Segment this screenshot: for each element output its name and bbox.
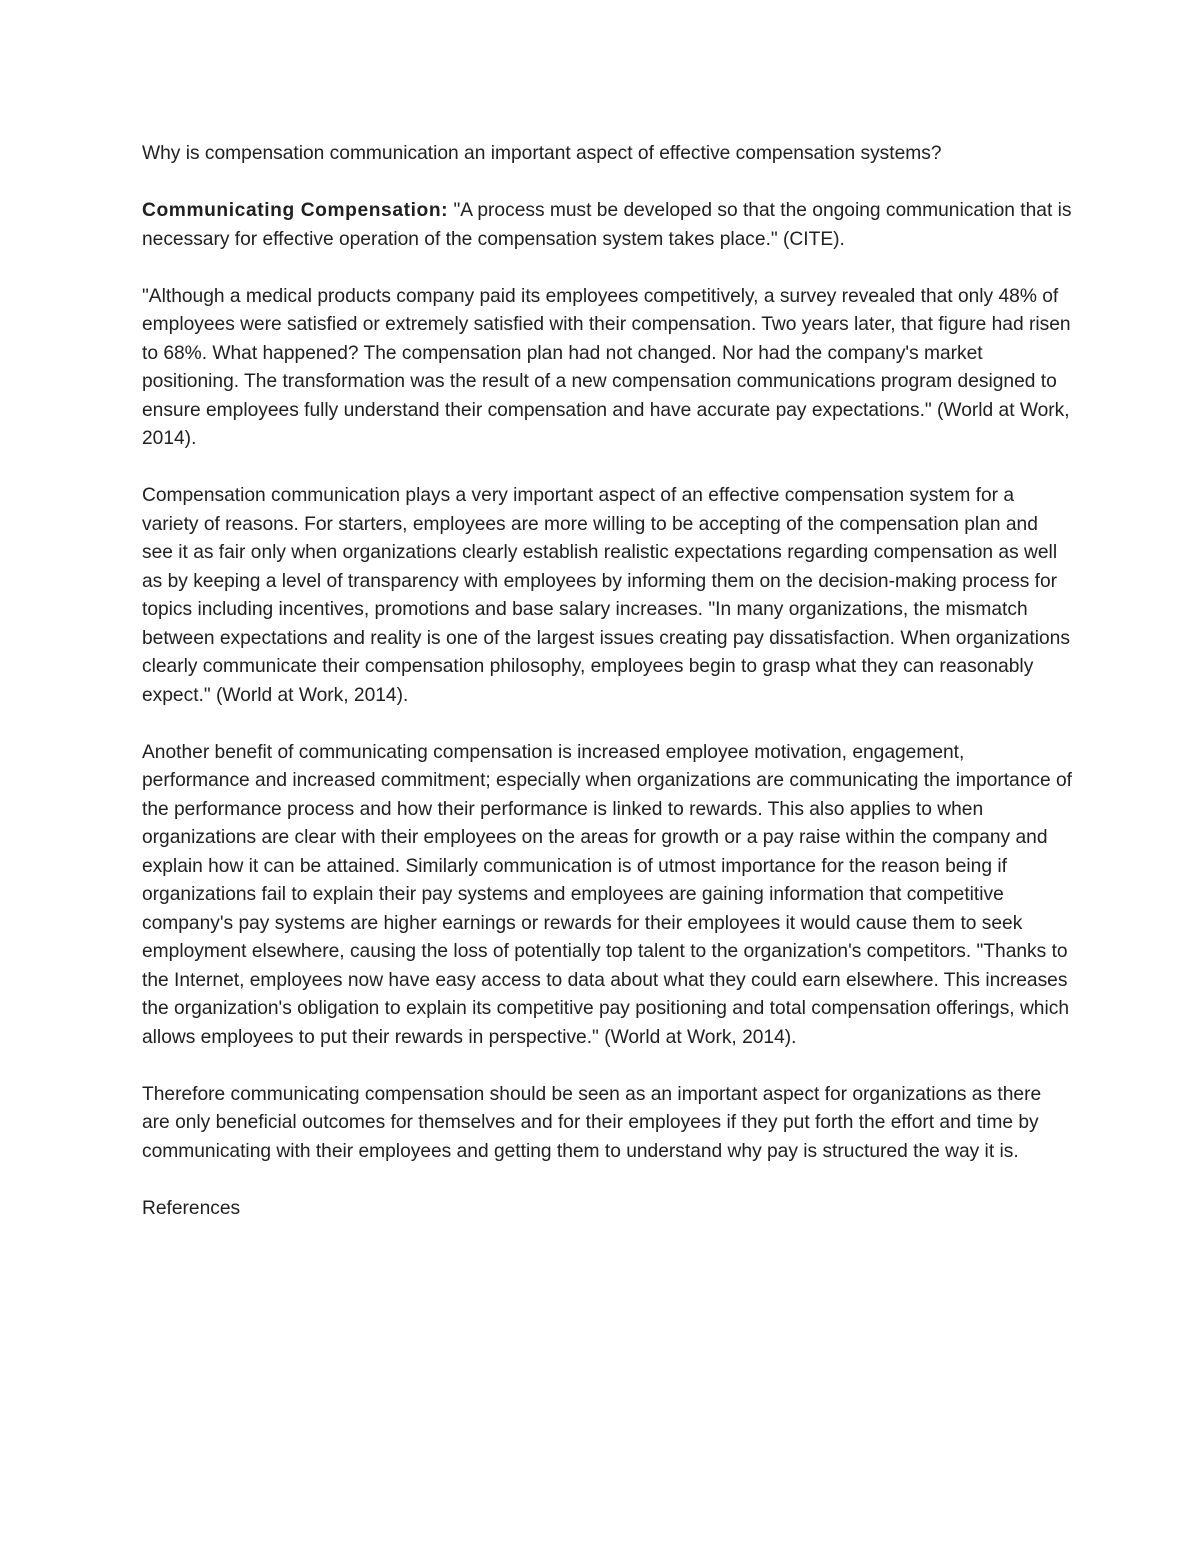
definition-paragraph [142, 197, 1072, 254]
body-paragraph-benefits: Another benefit of communicating compensation is increased employee motivation, engagement, performance and increased commitment; especially when organizations are communicating the importance of the performance process and how their performance is linked to rewards. This also applies to when organizations are clear with their employees on the areas for growth or a pay raise within the company and explain how it can be attained. Similarly communication is of utmost importance for the reason being if organizations fail to explain their pay systems and employees are gaining information that competitive company's pay systems are higher earnings or rewards for their employees it would cause them to seek employment elsewhere, causing the loss of potentially top talent to the organization's competitors. "Thanks to the Internet, employees now have easy access to data about what they could earn elsewhere. This increases the organization's obligation to explain its competitive pay positioning and total compensation offerings, which allows employees to put their rewards in perspective." (World at Work, 2014). [142, 741, 1072, 1048]
definition-text: "A process must be developed so that the ongoing communication that is necessary for effective operation of the compensation system takes place." (CITE). [142, 200, 1072, 250]
question-text: Why is compensation communication an important aspect of effective compensation systems? [142, 143, 942, 164]
body-paragraph-expectations: Compensation communication plays a very important aspect of an effective compensation system for a variety of reasons. For starters, employees are more willing to be accepting of the compensation plan and see it as fair only when organizations clearly establish realistic expectations regarding compensation as well as by keeping a level of transparency with employees by informing them on the decision-making process for topics including incentives, promotions and base salary increases. "In many organizations, the mismatch between expectations and reality is one of the largest issues creating pay dissatisfaction. When organizations clearly communicate their compensation philosophy, employees begin to grasp what they can reasonably expect." (World at Work, 2014). [142, 485, 1070, 706]
document-body [142, 140, 1072, 1252]
body-paragraph-conclusion: Therefore communicating compensation should be seen as an important aspect for organizations as there are only beneficial outcomes for themselves and for their employees if they put forth the effort and time by communicating with their employees and getting them to understand why pay is structured the way it is. [142, 1083, 1042, 1162]
definition-term: Communicating Compensation: [142, 200, 449, 221]
body-paragraph-quote: "Although a medical products company paid its employees competitively, a survey revealed that only 48% of employees were satisfied or extremely satisfied with their compensation. Two years later, that figure had risen to 68%. What happened? The compensation plan had not changed. Nor had the company's market positioning. The transformation was the result of a new compensation communications program designed to ensure employees fully understand their compensation and have accurate pay expectations." (World at Work, 2014). [142, 285, 1071, 449]
references-heading: References [142, 1197, 241, 1219]
